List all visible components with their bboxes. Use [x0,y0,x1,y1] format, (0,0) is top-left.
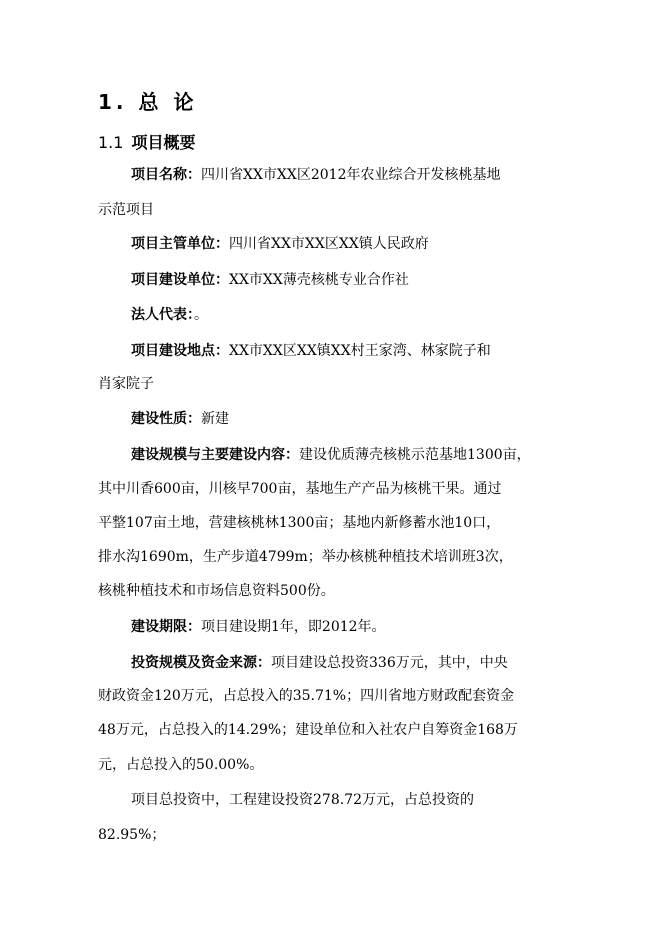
supervisor-label: 项目主管单位： [131,236,229,252]
total-line-1: 项目总投资中，工程建设投资278.72万元，占总投资的 [131,792,474,808]
project-name-line-1 [131,165,501,185]
builder-label: 项目建设单位： [131,272,229,288]
location-line-2: 肖家院子 [98,376,154,392]
scale-value: 建设优质薄壳核桃示范基地1300亩， [299,447,531,463]
builder-line [131,270,409,290]
subsection-heading [98,130,195,153]
investment-line-1 [131,653,508,673]
section-number: 1. [98,90,128,114]
section-title: 总 论 [138,90,198,114]
nature-value: 新建 [201,411,229,427]
investment-line-3: 48万元，占总投入的14.29%；建设单位和入社农户自筹资金168万 [98,722,518,738]
location-value: XX市XX区XX镇XX村王家湾、林家院子和 [229,343,491,359]
nature-line [131,409,229,429]
investment-value: 项目建设总投资336万元，其中，中央 [271,655,508,671]
scale-line-5: 核桃种植技术和市场信息资料500份。 [98,583,335,599]
investment-line-2: 财政资金120万元，占总投入的35.71%；四川省地方财政配套资金 [98,688,515,704]
subsection-number: 1.1 [98,133,124,152]
project-name-value: 四川省XX市XX区2012年农业综合开发核桃基地 [201,167,501,183]
section-heading [98,86,197,115]
period-label: 建设期限： [131,619,201,635]
legal-rep-line [131,305,208,325]
scale-line-3: 平整107亩土地，营建核桃林1300亩；基地内新修蓄水池10口， [98,515,501,531]
investment-line-4: 元，占总投入的50.00%。 [98,757,264,773]
project-name-line-2: 示范项目 [98,202,154,218]
period-line [131,617,386,637]
investment-label: 投资规模及资金来源： [131,655,271,671]
builder-value: XX市XX薄壳核桃专业合作社 [229,272,409,288]
supervisor-line [131,234,429,254]
legal-rep-value: 。 [194,307,208,323]
location-label: 项目建设地点： [131,343,229,359]
scale-label: 建设规模与主要建设内容： [131,447,299,463]
scale-line-4: 排水沟1690m，生产步道4799m；举办核桃种植技术培训班3次， [98,549,513,565]
subsection-title: 项目概要 [131,133,196,152]
legal-rep-label: 法人代表： [131,307,194,323]
period-value: 项目建设期1年，即2012年。 [201,619,386,635]
scale-line-2: 其中川香600亩，川核早700亩，基地生产产品为核桃干果。通过 [98,481,502,497]
nature-label: 建设性质： [131,411,201,427]
total-line-2: 82.95%； [98,827,166,843]
scale-line-1 [131,445,531,465]
location-line-1 [131,341,491,361]
supervisor-value: 四川省XX市XX区XX镇人民政府 [229,236,429,252]
project-name-label: 项目名称： [131,167,201,183]
